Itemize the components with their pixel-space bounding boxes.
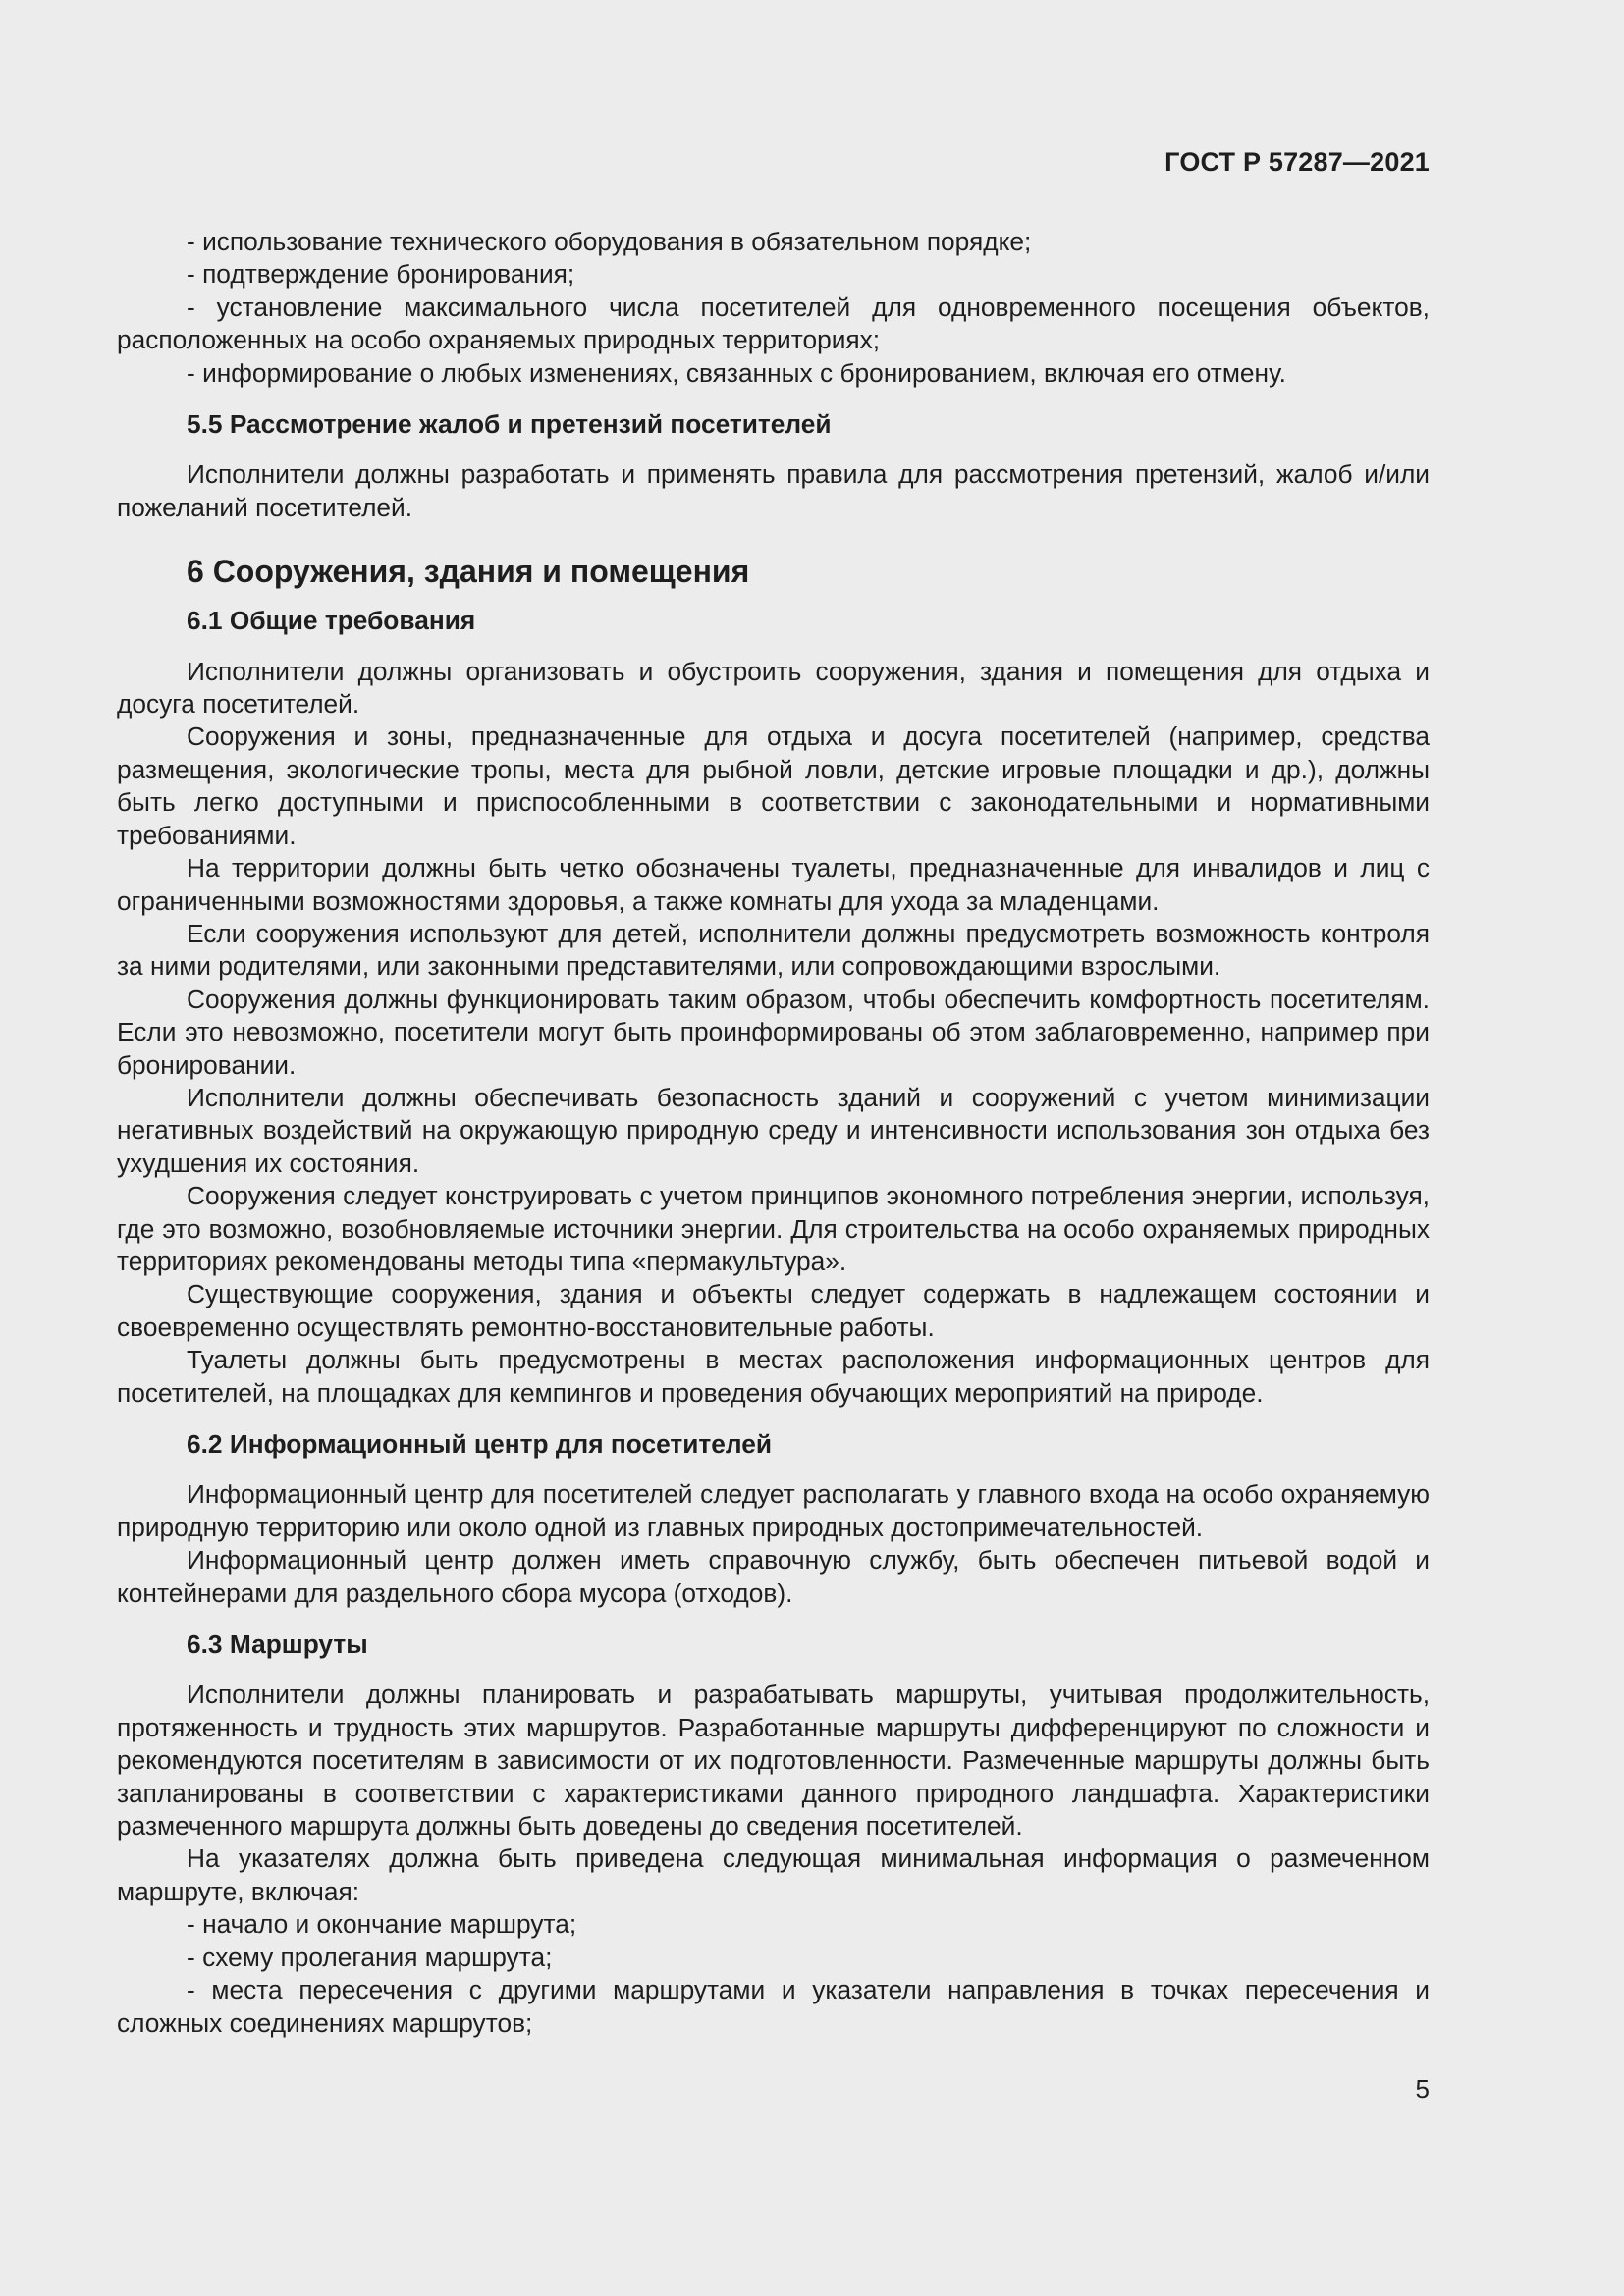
paragraph: Информационный центр для посетителей следует располагать у главного входа на особо охраняемую природную территорию или около одной из главных природных достопримечательностей. <box>117 1479 1430 1542</box>
subsection-heading-6-2: 6.2 Информационный центр для посетителей <box>187 1429 773 1459</box>
list-item: - схему пролегания маршрута; <box>187 1942 553 1972</box>
paragraph: Существующие сооружения, здания и объекты следует содержать в надлежащем состоянии и своевременно осуществлять ремонтно-восстановительные работы. <box>117 1279 1430 1342</box>
subsection-heading-5-5: 5.5 Рассмотрение жалоб и претензий посетителей <box>187 409 832 440</box>
paragraph: Исполнители должны разработать и применять правила для рассмотрения претензий, жалоб и/или пожеланий посетителей. <box>117 459 1430 522</box>
paragraph: Исполнители должны планировать и разрабатывать маршруты, учитывая продолжительность, протяженность и трудность этих маршрутов. Разработанные маршруты дифференцируют по сложности и рекомендуются посетителям в зависимости от их подготовленности. Размеченные маршруты должны быть запланированы в соответствии с характеристиками данного природного ландшафта. Характеристики размеченного маршрута должны быть доведены до сведения посетителей. <box>117 1680 1430 1842</box>
paragraph: Если сооружения используют для детей, исполнители должны предусмотреть возможность контроля за ними родителями, или законными представителями, или сопровождающими взрослыми. <box>117 918 1430 982</box>
list-item: - места пересечения с другими маршрутами и указатели направления в точках пересечения и сложных соединениях маршрутов; <box>117 1975 1430 2038</box>
paragraph: Исполнители должны обеспечивать безопасность зданий и сооружений с учетом минимизации негативных воздействий на окружающую природную среду и интенсивности использования зон отдыха без ухудшения их состояния. <box>117 1082 1430 1178</box>
section-heading-6: 6 Сооружения, здания и помещения <box>187 554 750 590</box>
paragraph: Исполнители должны организовать и обустроить сооружения, здания и помещения для отдыха и досуга посетителей. <box>117 656 1430 720</box>
list-item: - подтверждение бронирования; <box>187 259 575 290</box>
paragraph: На указателях должна быть приведена следующая минимальная информация о размеченном маршруте, включая: <box>117 1843 1430 1906</box>
list-item: - начало и окончание маршрута; <box>187 1909 577 1940</box>
paragraph: Туалеты должны быть предусмотрены в местах расположения информационных центров для посетителей, на площадках для кемпингов и проведения обучающих мероприятий на природе. <box>117 1345 1430 1408</box>
subsection-heading-6-3: 6.3 Маршруты <box>187 1629 368 1660</box>
page-content <box>117 226 1430 2040</box>
paragraph: Сооружения следует конструировать с учетом принципов экономного потребления энергии, используя, где это возможно, возобновляемые источники энергии. Для строительства на особо охраняемых природных территориях рекомендованы методы типа «пермакультура». <box>117 1181 1430 1276</box>
subsection-heading-6-1: 6.1 Общие требования <box>187 606 476 636</box>
paragraph: Сооружения и зоны, предназначенные для отдыха и досуга посетителей (например, средства размещения, экологические тропы, места для рыбной ловли, детские игровые площадки и др.), должны быть легко доступными и приспособленными в соответствии с законодательными и нормативными требованиями. <box>117 721 1430 850</box>
page-number: 5 <box>1415 2074 1430 2104</box>
paragraph: Информационный центр должен иметь справочную службу, быть обеспечен питьевой водой и контейнерами для раздельного сбора мусора (отходов). <box>117 1545 1430 1608</box>
list-item: - использование технического оборудования в обязательном порядке; <box>187 227 1032 256</box>
paragraph: Сооружения должны функционировать таким образом, чтобы обеспечить комфортность посетителям. Если это невозможно, посетители могут быть проинформированы об этом заблаговременно, например при бронировании. <box>117 984 1430 1080</box>
list-item: - установление максимального числа посетителей для одновременного посещения объектов, расположенных на особо охраняемых природных территориях; <box>117 292 1430 355</box>
paragraph: На территории должны быть четко обозначены туалеты, предназначенные для инвалидов и лиц с ограниченными возможностями здоровья, а также комнаты для ухода за младенцами. <box>117 853 1430 916</box>
list-item: - информирование о любых изменениях, связанных с бронированием, включая его отмену. <box>187 357 1286 388</box>
document-code: ГОСТ Р 57287—2021 <box>1164 147 1430 177</box>
